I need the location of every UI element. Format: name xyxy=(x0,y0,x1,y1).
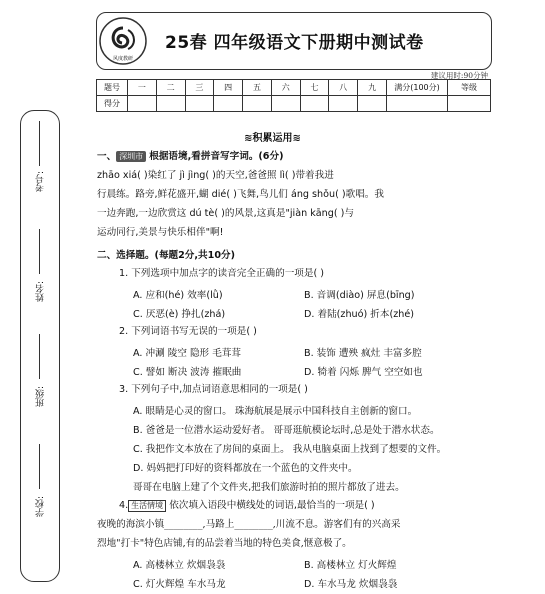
score-table xyxy=(96,79,491,112)
logo-text: 风度教研 xyxy=(112,56,133,62)
score-cell[interactable] xyxy=(271,96,300,112)
score-cell[interactable] xyxy=(358,96,387,112)
option-b[interactable]: B. 爸爸是一位潜水运动爱好者。 哥哥逛航模论坛时,总是处于潜水状态。 xyxy=(133,425,440,436)
name-line[interactable] xyxy=(39,229,40,274)
score-cell[interactable] xyxy=(185,96,214,112)
class-field xyxy=(21,386,59,486)
q2-4-stem xyxy=(119,499,375,512)
option-a[interactable]: A. 冲涮 陵空 隐形 毛茸茸 xyxy=(133,348,241,359)
q1-line: 一边奔跑,一边欣赏这 dú tè( )的风景,这真是"jiàn kāng( )与 xyxy=(97,208,354,219)
q1-tag: 深圳市 xyxy=(116,151,146,162)
class-label: 班级: xyxy=(36,386,46,408)
q2-3-stem: 3. 下列句子中,加点词语意思相同的一项是( ) xyxy=(119,384,308,395)
student-id-label: 考号: xyxy=(36,171,46,193)
cell-q2: 二 xyxy=(156,80,185,96)
score-input-row xyxy=(97,96,491,112)
option-c[interactable]: C. 灯火辉煌 车水马龙 xyxy=(133,579,226,590)
option-b[interactable]: B. 装饰 遭殃 疯灶 丰富多腔 xyxy=(304,348,422,359)
page-title: 25春 四年级语文下册期中测试卷 xyxy=(165,33,424,53)
name-field xyxy=(21,281,59,381)
q1-title: 根据语境,看拼音写字词。(6分) xyxy=(149,151,284,162)
score-cell[interactable] xyxy=(387,96,448,112)
school-line[interactable] xyxy=(39,444,40,489)
option-c[interactable]: C. 譬如 断决 波涛 摧眠曲 xyxy=(133,367,242,378)
cell-q7: 七 xyxy=(300,80,329,96)
q2-4-passage: 烈地"打卡"特色店铺,有的品尝着当地的特色美食,惬意极了。 xyxy=(97,538,352,549)
cell-q6: 六 xyxy=(271,80,300,96)
school-label: 学校: xyxy=(36,496,46,518)
score-cell[interactable] xyxy=(156,96,185,112)
cell-q4: 四 xyxy=(214,80,243,96)
q1-line: zhāo xiá( )染红了 jì jìng( )的天空,爸爸照 lì( )带着我进 xyxy=(97,170,334,181)
q2-2-stem: 2. 下列词语书写无误的一项是( ) xyxy=(119,326,257,337)
score-cell[interactable] xyxy=(300,96,329,112)
option-d[interactable]: D. 车水马龙 炊烟袅袅 xyxy=(304,579,398,590)
score-cell[interactable] xyxy=(243,96,272,112)
score-header-row xyxy=(97,80,491,96)
cell-q1: 一 xyxy=(128,80,157,96)
cell-q8: 八 xyxy=(329,80,358,96)
option-b[interactable]: B. 高楼林立 灯火辉煌 xyxy=(304,560,397,571)
cell-label: 题号 xyxy=(97,80,128,96)
option-a[interactable]: A. 眼睛是心灵的窗口。 珠海航展是展示中国科技自主创新的窗口。 xyxy=(133,406,418,417)
q1-line: 运动同行,美景与快乐相伴"啊! xyxy=(97,227,224,238)
option-a[interactable]: A. 高楼林立 炊烟袅袅 xyxy=(133,560,226,571)
name-label: 姓名: xyxy=(36,281,46,303)
option-d[interactable]: D. 着陆(zhuó) 折本(zhé) xyxy=(304,309,414,320)
binding-strip xyxy=(20,110,60,582)
option-d-cont: 哥哥在电脑上建了个文件夹,把我们旅游时拍的照片都放了进去。 xyxy=(133,482,405,493)
score-cell[interactable] xyxy=(329,96,358,112)
score-cell[interactable] xyxy=(128,96,157,112)
q2-4-tag: 生活情境 xyxy=(128,500,166,512)
q2-4-passage: 夜晚的海滨小镇________,马路上________,川流不息。游客们有的兴高采 xyxy=(97,519,401,530)
q1-heading xyxy=(97,150,283,163)
q1-line: 行晨练。路旁,鲜花盛开,蝴 dié( )飞舞,鸟儿们 áng shǒu( )歌唱。我 xyxy=(97,189,384,200)
cell-q5: 五 xyxy=(243,80,272,96)
school-field xyxy=(21,496,59,576)
q2-heading: 二、选择题。(每题2分,共10分) xyxy=(97,250,235,261)
option-d[interactable]: D. 妈妈把打印好的资料都放在一个蓝色的文件夹中。 xyxy=(133,463,358,474)
section-heading: ≋积累运用≋ xyxy=(244,133,301,144)
exam-time: 建议用时:90分钟 xyxy=(430,71,488,80)
cell-grade: 等级 xyxy=(448,80,491,96)
score-row-label: 得分 xyxy=(97,96,128,112)
student-id-field xyxy=(21,171,59,271)
option-d[interactable]: D. 犄着 闪烁 脾气 空空如也 xyxy=(304,367,423,378)
q2-4-stem-text: 依次填入语段中横线处的词语,最恰当的一项是( ) xyxy=(169,500,375,511)
option-a[interactable]: A. 应和(hé) 效率(lǜ) xyxy=(133,290,223,301)
q2-1-stem: 1. 下列选项中加点字的读音完全正确的一项是( ) xyxy=(119,268,325,279)
cell-q9: 九 xyxy=(358,80,387,96)
option-c[interactable]: C. 我把作文本放在了房间的桌面上。 我从电脑桌面上找到了想要的文件。 xyxy=(133,444,447,455)
option-b[interactable]: B. 音调(diào) 屏息(bīng) xyxy=(304,290,415,301)
option-c[interactable]: C. 厌恶(è) 挣扎(zhá) xyxy=(133,309,226,320)
q1-prefix: 一、 xyxy=(97,151,117,162)
q2-4-num: 4. xyxy=(119,500,129,511)
score-cell[interactable] xyxy=(448,96,491,112)
cell-total: 满分(100分) xyxy=(387,80,448,96)
score-cell[interactable] xyxy=(214,96,243,112)
cell-q3: 三 xyxy=(185,80,214,96)
class-line[interactable] xyxy=(39,334,40,379)
